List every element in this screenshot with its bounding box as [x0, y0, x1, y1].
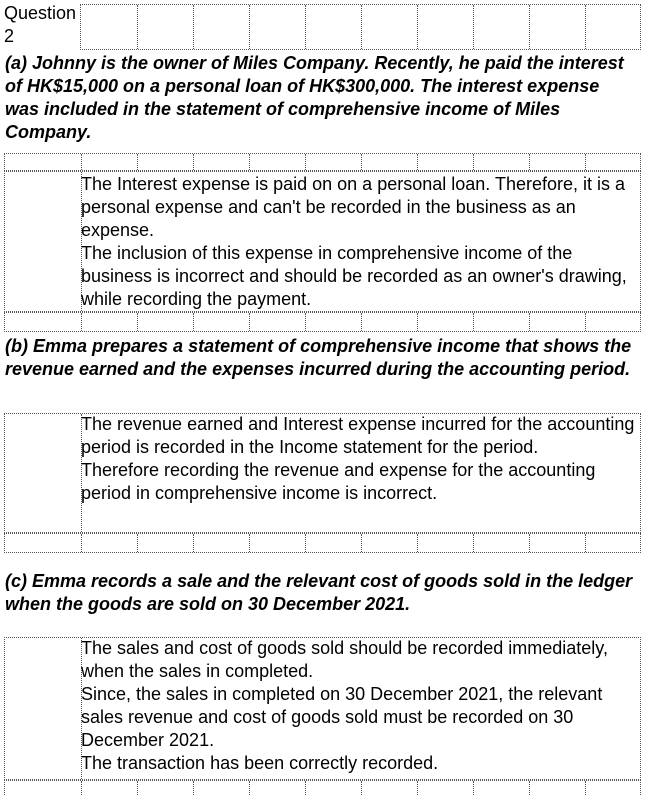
answer-line: Therefore recording the revenue and expense for the accounting period in comprehensive income is incorrect.	[81, 460, 596, 503]
answer-line: The transaction has been correctly recorded.	[81, 753, 439, 773]
header-grid	[80, 4, 641, 50]
part-a-answer	[81, 173, 641, 311]
part-b-prompt: (b) Emma prepares a statement of comprehensive income that shows the revenue earned and the expenses incurred during the accounting period.	[5, 336, 632, 379]
part-c-prompt: (c) Emma records a sale and the relevant cost of goods sold in the ledger when the goods are sold on 30 December 2021.	[5, 571, 633, 614]
grid-row-c-bottom	[4, 780, 641, 795]
answer-line: The inclusion of this expense in comprehensive income of the business is incorrect and should be recorded as an owner's drawing, while recording the payment.	[81, 243, 627, 309]
part-c-answer	[81, 637, 641, 775]
grid-row-a-bottom	[4, 312, 641, 332]
part-b-answer	[81, 413, 641, 505]
question-number: 2	[4, 26, 15, 46]
question-label: Question	[4, 3, 77, 23]
grid-row-a-top	[4, 153, 641, 171]
question-title	[4, 2, 80, 48]
answer-line: The Interest expense is paid on on a personal loan. Therefore, it is a personal expense and can't be recorded in the business as an expense.	[81, 174, 625, 240]
answer-line: The sales and cost of goods sold should be recorded immediately, when the sales in completed.	[81, 638, 608, 681]
answer-line: Since, the sales in completed on 30 December 2021, the relevant sales revenue and cost of goods sold must be recorded on 30 December 2021.	[81, 684, 603, 750]
answer-line: The revenue earned and Interest expense incurred for the accounting period is recorded in the Income statement for the period.	[81, 414, 635, 457]
grid-row-b-bottom	[4, 533, 641, 553]
part-a-prompt: (a) Johnny is the owner of Miles Company. Recently, he paid the interest of HK$15,000 on a personal loan of HK$300,000. The interest expense was included in the statement of comprehensive income of Miles Company.	[5, 53, 624, 142]
